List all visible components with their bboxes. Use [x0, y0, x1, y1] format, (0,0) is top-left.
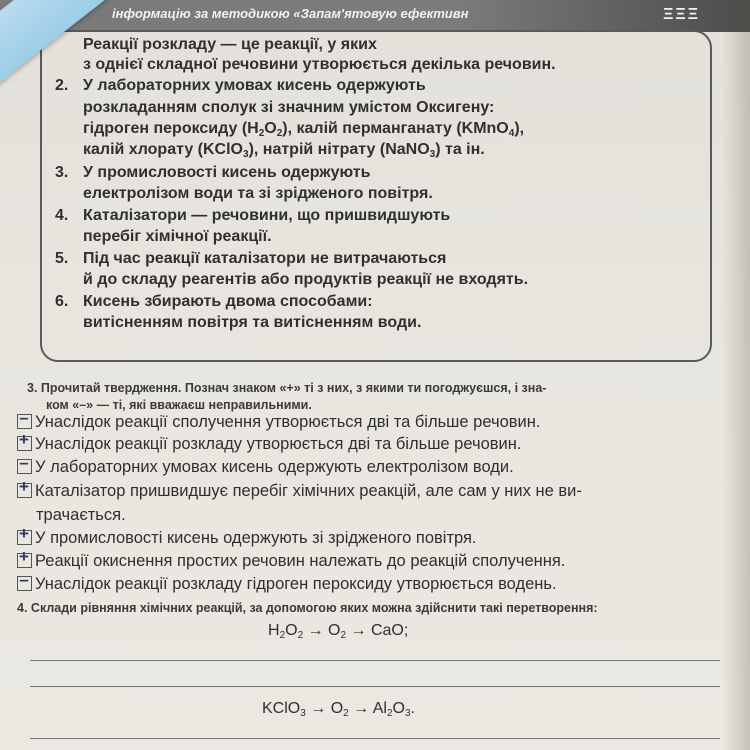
- statement-6-checkbox[interactable]: +: [17, 553, 32, 568]
- task-4-instruction: 4. Склади рівняння хімічних реакцій, за допомогою яких можна здійснити такі перетворення:: [17, 601, 598, 615]
- top-header-strip: [0, 0, 750, 32]
- statement-6: + Реакції окиснення простих речовин належать до реакцій сполучення.: [17, 552, 565, 571]
- statement-2-checkbox[interactable]: +: [17, 436, 32, 451]
- statement-4-continuation: трачається.: [36, 506, 126, 524]
- statement-7-checkbox[interactable]: –: [17, 576, 32, 591]
- summary-3-number: 3.: [55, 164, 69, 181]
- summary-1-line-2: з однієї складної речовини утворюється декілька речовин.: [83, 56, 556, 73]
- top-corner-glyph: ΞΞΞ: [663, 6, 700, 23]
- summary-4-line-2: перебіг хімічної реакції.: [83, 228, 272, 245]
- summary-5-number: 5.: [55, 250, 69, 267]
- summary-6-line-1: Кисень збирають двома способами:: [83, 293, 373, 310]
- statement-1: – Унаслідок реакції сполучення утворюється дві та більше речовин.: [17, 413, 540, 432]
- arrow-icon: →: [353, 700, 370, 717]
- summary-2-line-1: У лабораторних умовах кисень одержують: [83, 77, 426, 94]
- summary-3-line-2: електролізом води та зі зрідженого повітря.: [83, 185, 433, 202]
- statement-4: + Каталізатор пришвидшує перебіг хімічних реакцій, але сам у них не ви-: [17, 482, 582, 501]
- statement-1-checkbox[interactable]: –: [17, 414, 32, 429]
- answer-line-1[interactable]: [30, 660, 720, 661]
- summary-2-compounds-a: гідроген пероксиду $(H_2O_2)$, калій перманганату (KMnO$_4$),: [83, 120, 525, 139]
- task-3-instruction-line-1: 3. Прочитай твердження. Познач знаком «+» ті з них, з якими ти погоджуєшся, і зна-: [27, 381, 547, 395]
- page-spine-shadow: [722, 0, 750, 750]
- summary-5-line-1: Під час реакції каталізатори не витрачаються: [83, 250, 447, 267]
- summary-3-line-1: У промисловості кисень одержують: [83, 164, 371, 181]
- summary-2-line-2: розкладанням сполук зі значним умістом Оксигену:: [83, 99, 495, 116]
- answer-line-3[interactable]: [30, 738, 720, 739]
- statement-4-checkbox[interactable]: +: [17, 483, 32, 498]
- summary-5-line-2: й до складу реагентів або продуктів реакції не входять.: [83, 271, 529, 288]
- summary-6-number: 6.: [55, 293, 69, 310]
- statement-3-checkbox[interactable]: –: [17, 459, 32, 474]
- top-task-text: інформацію за методикою «Запам'ятовую ефективн: [112, 6, 469, 21]
- summary-4-line-1: Каталізатори — речовини, що пришвидшують: [83, 207, 451, 224]
- arrow-icon: →: [310, 700, 327, 717]
- statement-7: – Унаслідок реакції розкладу гідроген пероксиду утворюється водень.: [17, 575, 557, 594]
- statement-5-checkbox[interactable]: +: [17, 530, 32, 545]
- answer-line-2[interactable]: [30, 686, 720, 687]
- summary-2-compounds-b: калій хлорату (KClO$_3$), натрій нітрату (NaNO$_3$) та ін.: [83, 141, 485, 160]
- statement-2: + Унаслідок реакції розкладу утворюється дві та більше речовин.: [17, 435, 521, 454]
- arrow-icon: →: [307, 622, 324, 639]
- equation-2: KClO$_3$ → $O_2 \to Al_2O_3$.: [262, 700, 415, 719]
- arrow-icon: →: [350, 622, 367, 639]
- statement-5: + У промисловості кисень одержують зі зрідженого повітря.: [17, 529, 477, 548]
- task-3-instruction-line-2: ком «–» — ті, які вважаєш неправильними.: [46, 398, 312, 412]
- summary-6-line-2: витісненням повітря та витісненням води.: [83, 314, 422, 331]
- summary-4-number: 4.: [55, 207, 69, 224]
- summary-2-number: 2.: [55, 77, 69, 94]
- summary-1-line-1: Реакції розкладу — це реакції, у яких: [83, 36, 377, 53]
- equation-1: $H_2O_2 \to O_2$ → CaO;: [268, 622, 409, 641]
- statement-3: – У лабораторних умовах кисень одержують електролізом води.: [17, 458, 514, 477]
